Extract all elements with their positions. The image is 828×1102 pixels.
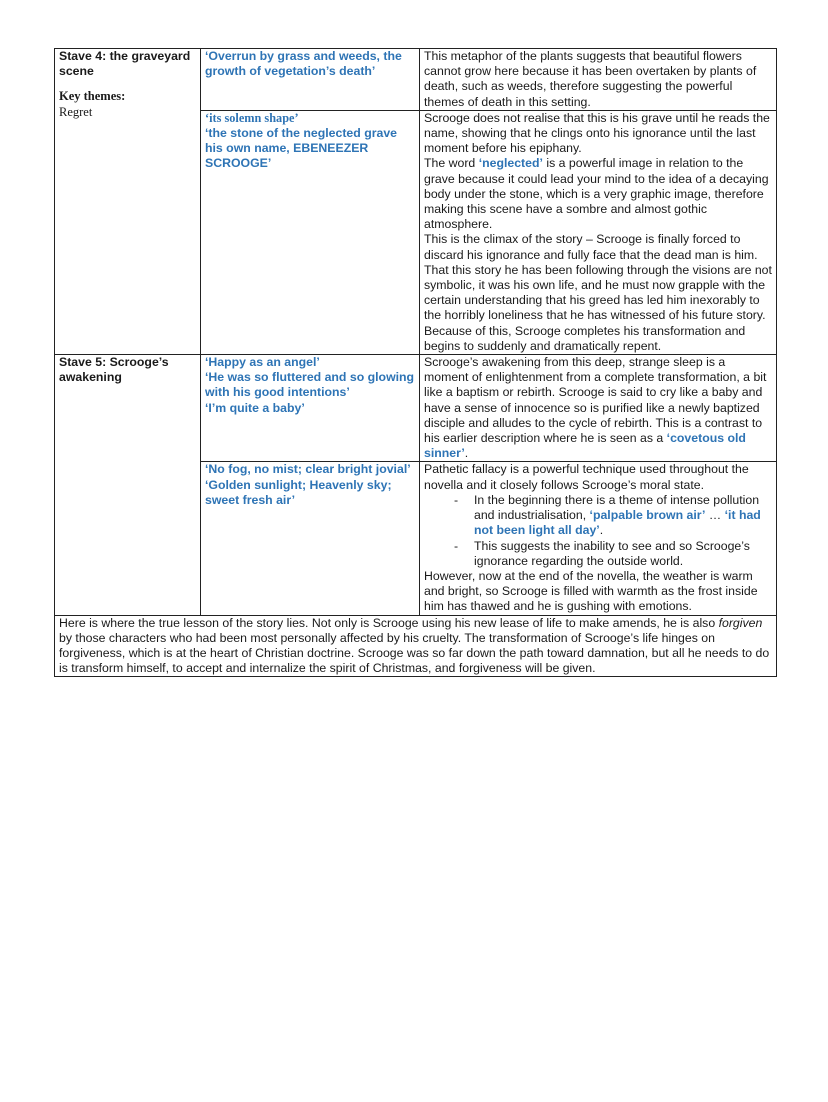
table-row: [55, 49, 777, 111]
list-item: [454, 493, 772, 539]
stave-4-cell: [55, 49, 201, 355]
inline-quote: ‘it had not been light all day’: [474, 508, 761, 538]
bullet-list: [424, 493, 772, 569]
analysis-text: Pathetic fallacy is a powerful technique used throughout the novella and it closely follows Scrooge’s moral state.: [424, 462, 749, 492]
inline-quote: ‘covetous old sinner’: [424, 431, 746, 461]
emphasis-text: forgiven: [718, 615, 763, 630]
quote-cell: [201, 49, 420, 111]
analysis-text: This metaphor of the plants suggests that beautiful flowers cannot grow here because it has been overtaken by plants of death, such as weeds, therefore suggesting the powerful themes of death in this setting.: [424, 49, 757, 109]
analysis-text: This is the climax of the story – Scrooge is finally forced to discard his ignorance and fully face that the dead man is him. That this story he has been following through the visions are not symbolic, it was his own life, and he must now grapple with the certain understanding that his greed has led him inexorably to the horribly loneliness that he has witnessed of his future story. Because of this, Scrooge completes his transformation and begins to suddenly and dramatically repent.: [424, 232, 772, 353]
analysis-cell: [420, 110, 777, 354]
inline-quote: ‘neglected’: [478, 156, 543, 171]
analysis-text: [424, 355, 772, 461]
quote-text: ‘Happy as an angel’: [205, 355, 320, 370]
analysis-text-part: This suggests the inability to see and so Scrooge’s ignorance regarding the outside world.: [474, 538, 750, 568]
analysis-text-part: …: [705, 508, 725, 523]
analysis-text: Scrooge does not realise that this is his grave until he reads the name, showing that he clings onto his ignorance until the last moment before his epiphany.: [424, 110, 770, 156]
quote-text: ‘No fog, no mist; clear bright jovial’: [205, 462, 411, 477]
quote-cell: [201, 110, 420, 354]
key-themes-label: Key themes:: [59, 89, 126, 104]
key-theme-value: Regret: [59, 104, 93, 119]
table-row: [55, 615, 777, 677]
list-item: [454, 539, 772, 569]
analysis-text-part: Scrooge’s awakening from this deep, strange sleep is a moment of enlightenment from a complete transformation, a bit like a baptism or rebirth. Scrooge is said to cry like a baby and have a sense of innocence so is purified like a newly baptized disciple and alludes to the cycle of rebirth. This is a contrast to his earlier description where he is seen as a: [424, 355, 767, 446]
stave-5-title: Stave 5: Scrooge’s awakening: [59, 355, 169, 385]
quote-text: ‘Golden sunlight; Heavenly sky; sweet fresh air’: [205, 477, 392, 507]
summary-text-part: by those characters who had been most personally affected by his cruelty. The transformation of Scrooge’s life hinges on forgiveness, which is at the heart of Christian doctrine. Scrooge was so far down the path toward damnation, but all he needs to do is transform himself, to accept and internalize the spirit of Christmas, and forgiveness will be given.: [59, 630, 770, 676]
analysis-cell: [420, 355, 777, 462]
quote-text: ‘its solemn shape’: [205, 110, 299, 125]
analysis-text-part: .: [464, 446, 469, 461]
table-row: [55, 355, 777, 462]
quote-text: ‘He was so fluttered and so glowing with his good intentions’: [205, 370, 415, 400]
summary-text: [59, 616, 772, 677]
analysis-text-part: The word: [424, 156, 479, 171]
analysis-text: However, now at the end of the novella, the weather is warm and bright, so Scrooge is filled with warmth as the frost inside him has thawed and he is gushing with emotions.: [424, 568, 758, 614]
quote-text: ‘the stone of the neglected grave his own name, EBENEEZER SCROOGE’: [205, 126, 398, 171]
analysis-text-part: .: [599, 523, 604, 538]
revision-table-page: [54, 48, 776, 677]
summary-text-part: Here is where the true lesson of the story lies. Not only is Scrooge using his new lease of life to make amends, he is also: [59, 615, 719, 630]
quote-text: ‘Overrun by grass and weeds, the growth of vegetation’s death’: [205, 49, 402, 79]
quote-text: ‘I’m quite a baby’: [205, 400, 305, 415]
quote-cell: [201, 355, 420, 462]
summary-cell: [55, 615, 777, 677]
analysis-text-part: In the beginning there is a theme of intense pollution and industrialisation,: [474, 492, 760, 523]
quote-cell: [201, 462, 420, 615]
analysis-text-part: is a powerful image in relation to the grave because it could lead your mind to the idea of a decaying body under the stone, which is a very graphic image, therefore making this scene have a sombre and almost gothic atmosphere.: [424, 156, 769, 232]
inline-quote: ‘palpable brown air’: [589, 508, 706, 523]
analysis-cell: [420, 49, 777, 111]
analysis-text: [424, 156, 772, 232]
stave-5-cell: [55, 355, 201, 615]
analysis-table: [54, 48, 777, 677]
stave-4-title: Stave 4: the graveyard scene: [59, 49, 191, 79]
analysis-cell: [420, 462, 777, 615]
